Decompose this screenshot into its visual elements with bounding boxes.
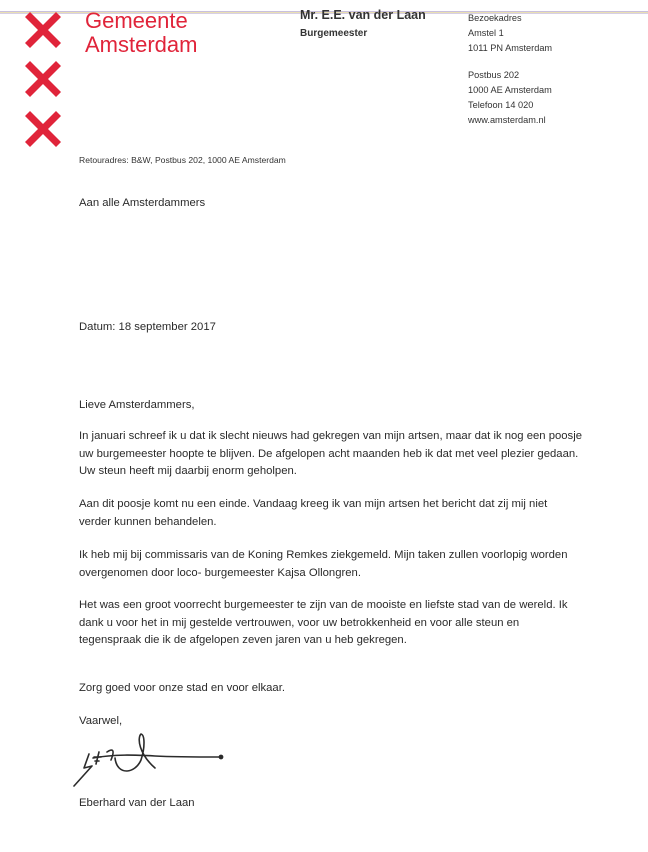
paragraph-line: uw burgemeester hoopte te blijven. De afgelopen acht maanden heb ik dat met veel plezier gedaan. — [79, 447, 579, 460]
organization-name-line2: Amsterdam — [85, 32, 198, 57]
paragraph-line: dank u voor het in mij gestelde vertrouwen, voor uw betrokkenheid en voor alle steun en — [79, 616, 520, 629]
paragraph-line: Aan dit poosje komt nu een einde. Vandaag kreeg ik van mijn artsen het bericht dat zij mij niet — [79, 498, 548, 510]
postbox-city: 1000 AE Amsterdam — [468, 85, 552, 95]
address-block — [468, 11, 552, 128]
phone-number: Telefoon 14 020 — [468, 100, 534, 110]
salutation: Lieve Amsterdammers, — [79, 399, 195, 411]
closing-line: Zorg goed voor onze stad en voor elkaar. — [79, 682, 285, 694]
visit-address-city: 1011 PN Amsterdam — [468, 43, 553, 53]
paragraph-line: Ik heb mij bij commissaris van de Koning Remkes ziekgemeld. Mijn taken zullen voorlopig worden — [79, 549, 568, 561]
x-cross-icon — [21, 57, 65, 101]
postbox: Postbus 202 — [468, 70, 520, 80]
sender-title: Burgemeester — [300, 28, 368, 39]
paragraph-line: In januari schreef ik u dat ik slecht nieuws had gekregen van mijn artsen, maar dat ik nog een poosje — [79, 430, 582, 442]
paragraph — [79, 496, 639, 531]
visit-address-label: Bezoekadres — [468, 13, 522, 23]
recipient: Aan alle Amsterdammers — [79, 197, 206, 209]
paragraph — [79, 547, 639, 582]
sender-name: Mr. E.E. van der Laan — [300, 8, 426, 22]
visit-address-street: Amstel 1 — [468, 28, 504, 38]
paragraph — [79, 597, 639, 650]
paragraph-line: verder kunnen behandelen. — [79, 515, 217, 528]
paragraph-line: Uw steun heeft mij daarbij enorm geholpen. — [79, 465, 297, 477]
paragraph-line: tegenspraak die ik de afgelopen zeven jaren van u heb gekregen. — [79, 634, 407, 646]
website-link[interactable]: www.amsterdam.nl — [468, 115, 546, 125]
x-cross-icon — [21, 8, 65, 52]
paragraph-line: Het was een groot voorrecht burgemeester te zijn van de mooiste en liefste stad van de wereld. Ik — [79, 599, 568, 611]
signatory-name: Eberhard van der Laan — [79, 797, 195, 809]
farewell: Vaarwel, — [79, 715, 123, 727]
organization-name-line1: Gemeente — [85, 8, 188, 33]
paragraph-line: overgenomen door loco- burgemeester Kajsa Ollongren. — [79, 566, 361, 579]
x-cross-icon — [21, 107, 65, 151]
letter-date: Datum: 18 september 2017 — [79, 321, 216, 333]
address-spacer — [468, 56, 552, 68]
paragraph — [79, 428, 639, 481]
handwritten-signature-icon — [65, 730, 235, 790]
organization-name — [85, 9, 197, 57]
return-address: Retouradres: B&W, Postbus 202, 1000 AE Amsterdam — [79, 155, 286, 165]
sender-block — [300, 8, 426, 39]
